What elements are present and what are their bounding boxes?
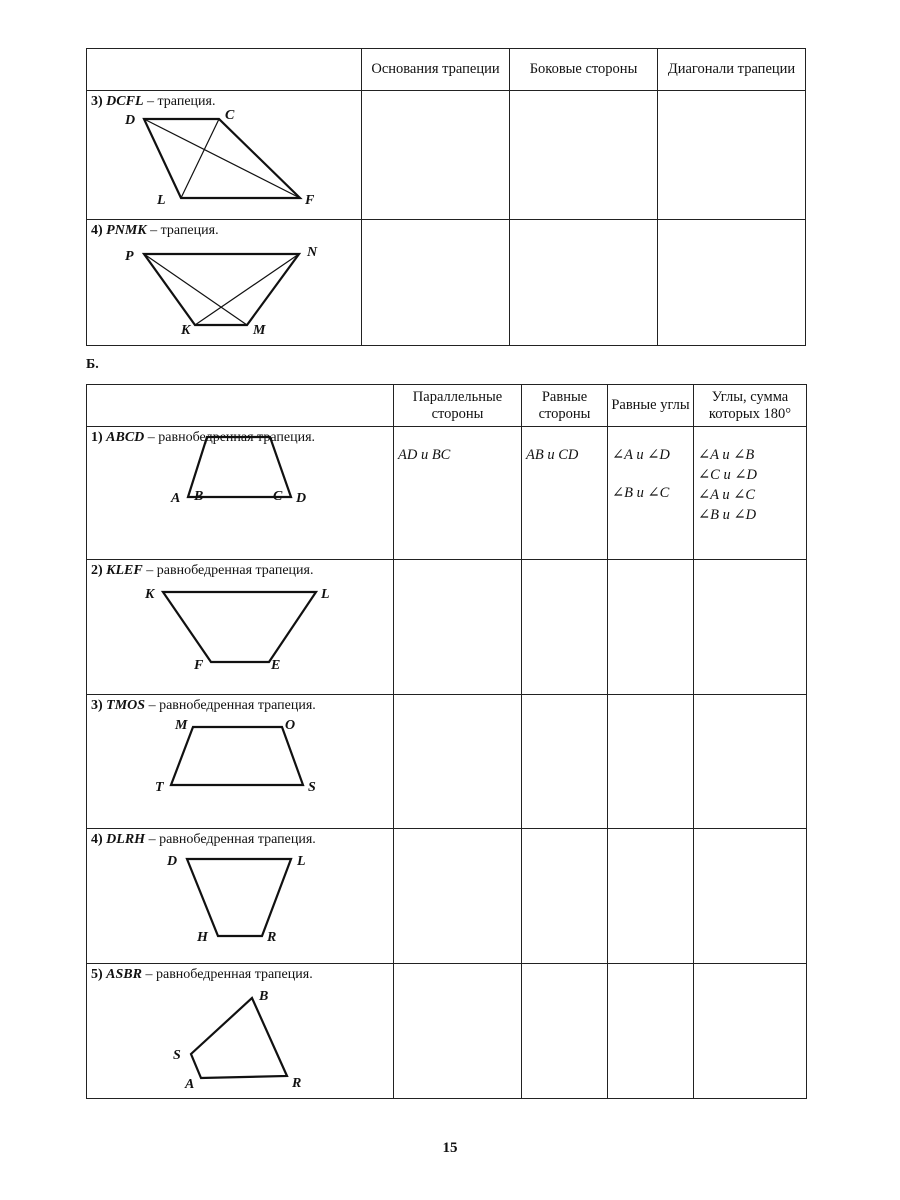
trapezoid-dlrh-figure <box>87 829 394 964</box>
cell-tmos-sum-180[interactable] <box>694 695 807 829</box>
diagonal-df <box>144 119 300 198</box>
cell-klef-parallel[interactable] <box>394 560 522 695</box>
cell-tmos-parallel[interactable] <box>394 695 522 829</box>
cell-dlrh-parallel[interactable] <box>394 829 522 964</box>
vertex-r: R <box>267 930 277 945</box>
row-label-klef <box>87 560 394 695</box>
cell-abcd-sum-180[interactable] <box>694 427 807 560</box>
trapezoid-abcd-figure <box>87 427 394 560</box>
cell-asbr-equal-sides[interactable] <box>522 964 608 1099</box>
table-row <box>87 695 807 829</box>
row-number: 3) <box>91 698 103 713</box>
vertex-m: M <box>175 718 188 733</box>
vertex-f: F <box>305 193 315 208</box>
cell-abcd-parallel[interactable] <box>394 427 522 560</box>
vertex-c: C <box>273 489 283 504</box>
answer-sum-180-3: ∠A и ∠C <box>698 487 756 503</box>
figure-name: PNMK <box>106 223 147 238</box>
vertex-n: N <box>307 245 318 260</box>
cell-asbr-parallel[interactable] <box>394 964 522 1099</box>
row-label-dlrh <box>87 829 394 964</box>
figure-description: – равнобедренная трапеция. <box>146 563 314 578</box>
vertex-k: K <box>145 587 155 602</box>
vertex-h: H <box>197 930 208 945</box>
cell-dcfl-legs[interactable] <box>510 91 658 220</box>
diagonal-nk <box>195 254 299 325</box>
answer-equal-angles-2: ∠B и ∠C <box>612 485 670 501</box>
vertex-e: E <box>271 658 281 673</box>
vertex-d: D <box>167 854 178 869</box>
vertex-l: L <box>157 193 166 208</box>
cell-dcfl-bases[interactable] <box>362 91 510 220</box>
cell-asbr-sum-180[interactable] <box>694 964 807 1099</box>
cell-klef-equal-angles[interactable] <box>608 560 694 695</box>
trapezoid-dlrh-outline <box>187 859 291 936</box>
figure-description: – равнобедренная трапеция. <box>147 430 316 445</box>
vertex-l: L <box>297 854 306 869</box>
table-row <box>87 220 806 346</box>
trapezoid-pnmk-outline <box>144 254 299 325</box>
diagonal-pm <box>144 254 247 325</box>
table-a-header-0 <box>87 49 362 91</box>
vertex-t: T <box>155 780 164 795</box>
trapezoid-tmos-figure <box>87 695 394 829</box>
vertex-p: P <box>125 249 134 264</box>
figure-description: – равнобедренная трапеция. <box>148 698 316 713</box>
table-b <box>86 384 807 1099</box>
vertex-d: D <box>125 113 136 128</box>
trapezoid-abcd-outline <box>188 437 291 497</box>
vertex-a: A <box>171 491 181 506</box>
table-b-header-equal-sides: Равные стороны <box>522 385 608 427</box>
vertex-f: F <box>194 658 204 673</box>
row-number: 5) <box>91 967 103 982</box>
cell-klef-sum-180[interactable] <box>694 560 807 695</box>
cell-dlrh-equal-sides[interactable] <box>522 829 608 964</box>
table-a <box>86 48 806 346</box>
figure-name: DLRH <box>106 832 146 847</box>
answer-equal-sides: AB и CD <box>526 447 579 463</box>
cell-pnmk-bases[interactable] <box>362 220 510 346</box>
vertex-c: C <box>225 108 235 123</box>
vertex-k: K <box>181 323 191 338</box>
vertex-o: O <box>285 718 296 733</box>
answer-sum-180-2: ∠C и ∠D <box>698 467 757 483</box>
cell-pnmk-legs[interactable] <box>510 220 658 346</box>
answer-sum-180-1: ∠A и ∠B <box>698 447 755 463</box>
cell-asbr-equal-angles[interactable] <box>608 964 694 1099</box>
cell-tmos-equal-angles[interactable] <box>608 695 694 829</box>
vertex-b: B <box>194 489 204 504</box>
table-a-header-row <box>87 49 806 91</box>
page-number: 15 <box>442 1140 458 1156</box>
table-a-header-legs: Боковые стороны <box>510 49 658 91</box>
diagonal-cl <box>181 119 219 198</box>
cell-abcd-equal-angles[interactable] <box>608 427 694 560</box>
cell-abcd-equal-sides[interactable] <box>522 427 608 560</box>
figure-name: KLEF <box>106 563 143 578</box>
table-b-header-row <box>87 385 807 427</box>
figure-name: DCFL <box>106 94 144 109</box>
answer-equal-angles-1: ∠A и ∠D <box>612 447 670 463</box>
vertex-d: D <box>296 491 307 506</box>
trapezoid-dcfl-figure <box>87 91 362 220</box>
answer-parallel: AD и BC <box>398 447 451 463</box>
row-number: 2) <box>91 563 103 578</box>
row-number: 3) <box>91 94 103 109</box>
trapezoid-asbr-figure <box>87 964 394 1099</box>
row-label-asbr <box>87 964 394 1099</box>
figure-description: – трапеция. <box>147 94 216 109</box>
trapezoid-klef-outline <box>163 592 316 662</box>
table-b-header-sum-180: Углы, сумма которых 180° <box>694 385 807 427</box>
row-number: 4) <box>91 223 103 238</box>
figure-description: – равнобедренная трапеция. <box>148 832 316 847</box>
table-a-header-bases: Основания трапеции <box>362 49 510 91</box>
cell-dcfl-diagonals[interactable] <box>658 91 806 220</box>
table-b-header-parallel: Параллельные стороны <box>394 385 522 427</box>
cell-tmos-equal-sides[interactable] <box>522 695 608 829</box>
table-row <box>87 560 807 695</box>
row-number: 4) <box>91 832 103 847</box>
cell-klef-equal-sides[interactable] <box>522 560 608 695</box>
cell-dlrh-equal-angles[interactable] <box>608 829 694 964</box>
section-b-label: Б. <box>86 357 99 372</box>
figure-name: TMOS <box>106 698 146 713</box>
figure-name: ASBR <box>106 967 142 982</box>
table-row <box>87 427 807 560</box>
figure-name: ABCD <box>106 430 145 445</box>
cell-pnmk-diagonals[interactable] <box>658 220 806 346</box>
row-number: 1) <box>91 430 103 445</box>
answer-sum-180-4: ∠B и ∠D <box>698 507 757 523</box>
vertex-a: A <box>185 1077 195 1092</box>
table-b-header-equal-angles: Равные углы <box>608 385 694 427</box>
table-row <box>87 964 807 1099</box>
row-label-tmos <box>87 695 394 829</box>
vertex-s: S <box>173 1048 181 1063</box>
row-label-abcd <box>87 427 394 560</box>
vertex-b: B <box>259 989 269 1004</box>
vertex-s: S <box>308 780 316 795</box>
trapezoid-asbr-outline <box>191 998 287 1078</box>
table-row <box>87 829 807 964</box>
cell-dlrh-sum-180[interactable] <box>694 829 807 964</box>
table-b-header-0 <box>87 385 394 427</box>
trapezoid-klef-figure <box>87 560 394 695</box>
vertex-r: R <box>292 1076 302 1091</box>
vertex-l: L <box>321 587 330 602</box>
vertex-m: M <box>253 323 266 338</box>
row-label-dcfl <box>87 91 362 220</box>
figure-description: – равнобедренная трапеция. <box>145 967 313 982</box>
trapezoid-tmos-outline <box>171 727 303 785</box>
table-a-header-diagonals: Диагонали трапеции <box>658 49 806 91</box>
figure-description: – трапеция. <box>150 223 219 238</box>
table-row <box>87 91 806 220</box>
row-label-pnmk <box>87 220 362 346</box>
